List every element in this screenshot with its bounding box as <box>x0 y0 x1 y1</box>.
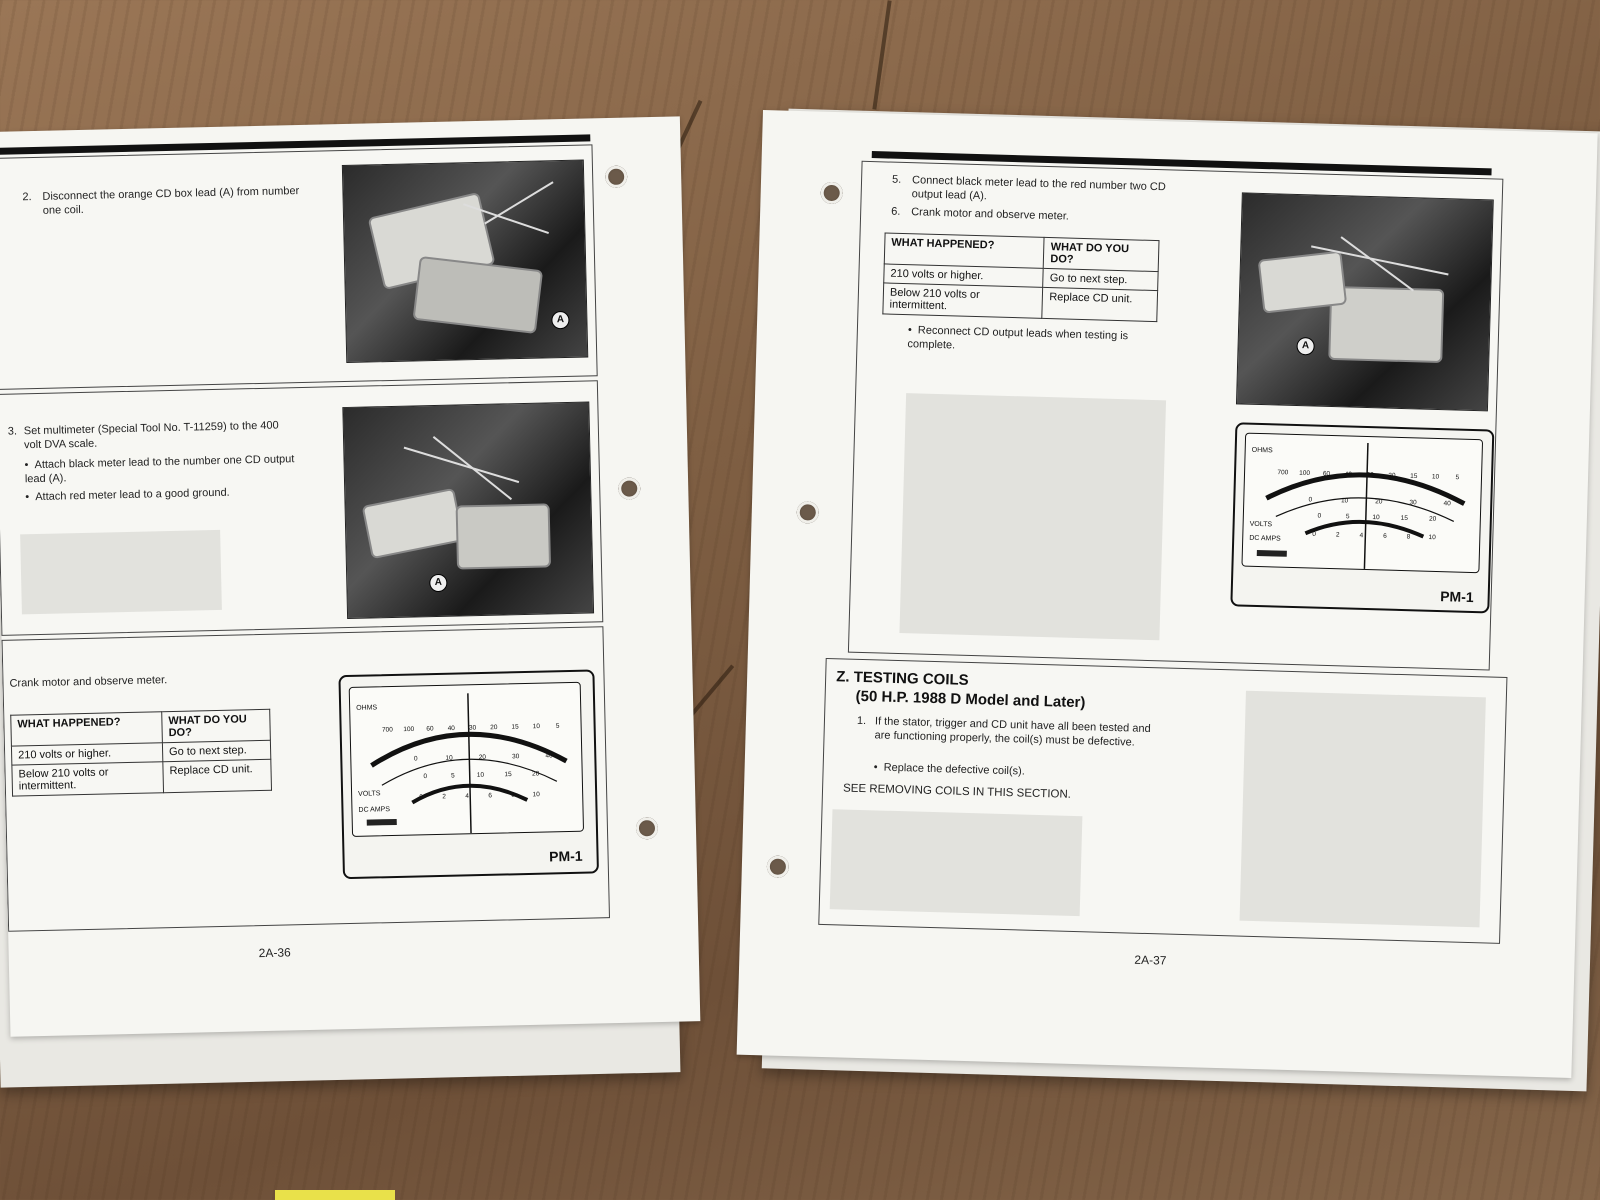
volts-tick-label-2: 5 <box>1345 513 1350 521</box>
wire <box>484 181 553 224</box>
table-row <box>883 283 1158 322</box>
reconnect-bullet <box>907 323 1158 358</box>
volts-tick-label: 10 <box>445 754 453 762</box>
section-step-1-text: If the stator, trigger and CD unit have all been tested and are functioning properly, the coil(s) must be defective. <box>874 715 1151 749</box>
amps-tick-label: 6 <box>1383 532 1387 540</box>
section-bullet-text: Replace the defective coil(s). <box>883 761 1026 778</box>
step-3-number: 3. <box>7 425 18 438</box>
table-header: WHAT DO YOU DO? <box>162 709 271 742</box>
meter-brand-badge <box>367 819 397 826</box>
meter-label: PM-1 <box>548 847 583 865</box>
volts-label: VOLTS <box>1249 520 1273 529</box>
ohms-tick-label: 60 <box>426 725 434 733</box>
binder-hole <box>820 182 843 205</box>
volts-tick-label-2: 15 <box>504 771 512 779</box>
table-cell: Replace CD unit. <box>163 759 272 792</box>
amps-tick-label: 0 <box>419 793 424 801</box>
volts-tick-label-2: 0 <box>1317 512 1322 520</box>
callout-a: A <box>429 574 447 592</box>
amps-tick-label: 2 <box>1335 531 1340 539</box>
step-5-text: Connect black meter lead to the red number two CD output lead (A). <box>911 174 1166 203</box>
volts-tick-label: 0 <box>1308 496 1313 504</box>
binder-hole <box>796 501 819 524</box>
ohms-tick-label: 15 <box>1410 472 1418 481</box>
faded-backprint <box>20 530 222 615</box>
volts-tick-label-2: 0 <box>423 773 428 781</box>
table-header: WHAT DO YOU DO? <box>1044 237 1159 271</box>
ohms-tick-label: 40 <box>1344 470 1353 479</box>
cd-box-photo <box>342 160 588 363</box>
meter-label: PM-1 <box>1440 588 1474 606</box>
binder-hole <box>605 166 627 188</box>
step-4-text: Crank motor and observe meter. <box>9 674 168 690</box>
wire <box>404 447 520 483</box>
amps-tick-label: 10 <box>1428 534 1436 542</box>
meter-dial <box>350 683 583 836</box>
table-cell: Go to next step. <box>1043 268 1158 290</box>
callout-a: A <box>1296 337 1314 355</box>
ohms-tick-label: 10 <box>1431 473 1440 481</box>
faded-backprint <box>1240 691 1486 928</box>
diagnosis-table-right <box>882 232 1159 322</box>
reconnect-bullet-text: Reconnect CD output leads when testing is complete. <box>907 324 1129 352</box>
meter-face <box>349 682 584 837</box>
table-cell: Go to next step. <box>162 740 270 761</box>
amps-tick-label: 8 <box>511 791 516 799</box>
right-manual-page <box>737 110 1598 1078</box>
amps-tick-label: 4 <box>1359 532 1364 540</box>
ohms-tick-label: 30 <box>468 724 477 732</box>
ohms-label: OHMS <box>356 704 378 712</box>
page-number: 2A-37 <box>1134 952 1167 968</box>
ohms-tick-label: 100 <box>403 725 415 734</box>
step-3-bullet-2-text: Attach red meter lead to a good ground. <box>35 486 230 504</box>
ohms-tick-label: 15 <box>511 723 519 731</box>
step-5-number: 5. <box>891 173 902 186</box>
volts-tick-label: 30 <box>512 753 520 761</box>
section-subheading: (50 H.P. 1988 D Model and Later) <box>855 687 1086 712</box>
volts-tick-label-2: 15 <box>1400 514 1409 523</box>
ohms-label: OHMS <box>1251 446 1273 455</box>
faded-backprint <box>830 809 1083 916</box>
volts-label: VOLTS <box>358 790 381 798</box>
step-3-text: Set multimeter (Special Tool No. T-11259) to the 400 volt DVA scale. <box>23 419 279 452</box>
testing-coils-panel <box>818 658 1507 944</box>
meter-dial <box>1242 434 1482 573</box>
volts-tick-label: 20 <box>478 753 487 762</box>
step-2-text: Disconnect the orange CD box lead (A) from number one coil. <box>42 185 300 217</box>
diagnosis-table-left <box>10 709 272 797</box>
ohms-tick-label: 5 <box>1455 474 1460 482</box>
cd-output-lead-photo <box>342 401 594 619</box>
step-3-bullet-1-text: Attach black meter lead to the number one CD output lead (A). <box>24 453 295 486</box>
faded-backprint <box>899 393 1166 640</box>
ohms-tick-label: 30 <box>1366 471 1374 479</box>
bullet-dot: • <box>907 324 919 337</box>
bullet-dot: • <box>873 761 884 774</box>
table-cell: Below 210 volts or intermittent. <box>12 762 164 796</box>
step-2-number: 2. <box>22 191 32 204</box>
volts-tick-label-2: 20 <box>1428 515 1437 523</box>
ohms-tick-label: 60 <box>1322 470 1331 478</box>
amps-tick-label: 6 <box>488 792 493 800</box>
section-heading: Z. TESTING COILS <box>835 668 969 689</box>
table-cell: Below 210 volts or intermittent. <box>883 283 1043 318</box>
ohms-tick-label: 10 <box>532 723 541 731</box>
amps-tick-label: 4 <box>465 792 470 800</box>
step-5-6-panel <box>848 161 1503 671</box>
bullet-dot: • <box>25 491 36 504</box>
table-cell: 210 volts or higher. <box>884 264 1044 287</box>
volts-tick-label-2: 10 <box>1372 514 1380 522</box>
coil-block <box>456 503 551 569</box>
callout-a: A <box>551 311 569 329</box>
amps-tick-label: 8 <box>1406 533 1411 541</box>
volts-tick-label: 40 <box>1443 500 1451 508</box>
meter-brand-badge <box>1257 550 1287 557</box>
volts-tick-label: 20 <box>1375 498 1383 506</box>
binder-hole <box>618 477 640 499</box>
meter-illustration-right <box>1230 422 1494 613</box>
ohms-tick-label: 40 <box>447 725 455 733</box>
cd-box <box>1258 251 1347 314</box>
step-2-panel <box>0 144 598 390</box>
table-header: WHAT HAPPENED? <box>11 712 163 746</box>
floor-plank-gap <box>872 0 891 109</box>
step-4-panel <box>2 626 610 932</box>
binder-hole <box>636 817 658 839</box>
page-number: 2A-36 <box>258 945 291 961</box>
cd-box <box>362 488 465 559</box>
step-3-panel <box>0 380 603 636</box>
ohms-tick-label: 5 <box>555 722 560 730</box>
left-manual-page <box>0 116 700 1036</box>
volts-tick-label-2: 10 <box>476 771 485 779</box>
amps-tick-label: 0 <box>1312 530 1317 538</box>
table-cell: Replace CD unit. <box>1042 287 1157 321</box>
section-note: SEE REMOVING COILS IN THIS SECTION. <box>842 782 1072 801</box>
ohms-tick-label: 700 <box>381 726 393 734</box>
binder-hole <box>767 855 790 878</box>
volts-tick-label: 30 <box>1409 499 1417 507</box>
bullet-dot: • <box>24 459 35 472</box>
step-6-text: Crank motor and observe meter. <box>911 206 1070 223</box>
dc-amps-label: DC AMPS <box>1249 534 1281 543</box>
ohms-tick-label: 700 <box>1277 469 1289 477</box>
volts-tick-label: 40 <box>545 752 553 760</box>
table-row <box>12 759 272 796</box>
coil-block <box>413 256 544 334</box>
ohms-tick-label: 20 <box>490 724 498 732</box>
yellow-tape-measure <box>275 1190 395 1200</box>
ohms-tick-label: 100 <box>1299 469 1311 478</box>
volts-tick-label: 10 <box>1340 497 1349 505</box>
dc-amps-label: DC AMPS <box>358 806 391 814</box>
volts-tick-label-2: 5 <box>451 772 455 780</box>
ohms-tick-label: 20 <box>1388 472 1396 480</box>
step-3-bullet-2 <box>25 484 305 504</box>
step-6-number: 6. <box>891 205 901 218</box>
amps-tick-label: 10 <box>532 791 540 799</box>
volts-tick-label: 0 <box>413 755 418 763</box>
section-step-1-number: 1. <box>856 714 867 728</box>
volts-tick-label-2: 20 <box>532 770 540 778</box>
section-bullet <box>873 760 1163 782</box>
amps-tick-label: 2 <box>442 793 447 801</box>
step-3-bullet-1 <box>24 452 305 486</box>
table-header: WHAT HAPPENED? <box>884 233 1044 268</box>
meter-face <box>1241 433 1483 574</box>
meter-illustration-left <box>338 669 599 879</box>
cd-output-lead-photo-2 <box>1236 192 1494 411</box>
table-cell: 210 volts or higher. <box>11 743 162 765</box>
